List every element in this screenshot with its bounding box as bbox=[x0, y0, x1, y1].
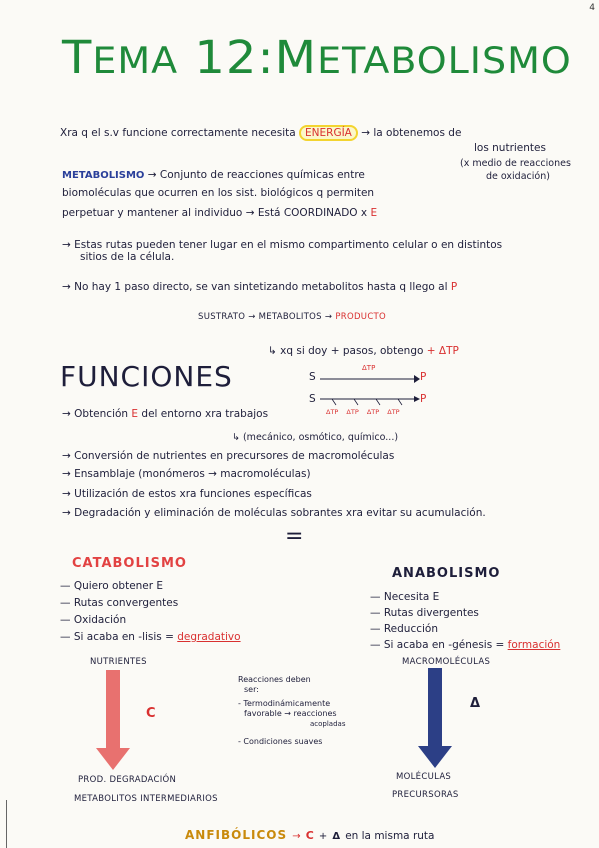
anfibolicos-label: ANFIBÓLICOS bbox=[185, 828, 288, 842]
catabolismo-bottom-1: PROD. DEGRADACIÓN bbox=[78, 775, 177, 785]
page-title bbox=[62, 31, 572, 84]
title-num: 12: bbox=[194, 31, 275, 85]
anabolismo-genesis: — Si acaba en -génesis = bbox=[370, 639, 505, 651]
notes-l2: ser: bbox=[244, 685, 259, 694]
catabolismo-item-4 bbox=[60, 629, 241, 646]
catabolismo-heading: CATABOLISMO bbox=[72, 556, 187, 571]
anabolismo-item-3: — Reducción bbox=[370, 623, 438, 635]
equals-sign: = bbox=[285, 524, 304, 549]
diagram-atps bbox=[326, 408, 400, 416]
anabolismo-bottom-2: PRECURSORAS bbox=[392, 790, 459, 800]
title-t: T bbox=[62, 31, 93, 85]
anabolismo-down-arrow bbox=[418, 668, 452, 768]
funcion-1-pre: → Obtención bbox=[62, 408, 129, 420]
funcion-4: → Utilización de estos xra funciones específicas bbox=[62, 488, 312, 500]
bullet-2 bbox=[62, 280, 457, 294]
multistep-arrow bbox=[320, 394, 420, 406]
sequence-sustrato: SUSTRATO → METABOLITOS → bbox=[198, 312, 333, 322]
sequence-line bbox=[198, 312, 386, 322]
intro-line-4: de oxidación) bbox=[486, 171, 550, 182]
anfibolicos-line bbox=[185, 824, 434, 843]
diagram-s2: S bbox=[309, 393, 316, 405]
notes-l6: - Condiciones suaves bbox=[238, 737, 323, 746]
margin-line bbox=[6, 800, 7, 848]
direct-arrow bbox=[320, 372, 420, 386]
metabolismo-e: E bbox=[370, 207, 378, 219]
catabolismo-list bbox=[60, 578, 241, 646]
metabolismo-def3: perpetuar y mantener al individuo → Está COORDINADO x bbox=[62, 207, 368, 219]
intro-arrow-text: → la obtenemos de bbox=[361, 127, 462, 139]
anabolismo-item-1: — Necesita E bbox=[370, 591, 440, 603]
catabolismo-item-1: — Quiero obtener E bbox=[60, 580, 164, 592]
intro-text: Xra q el s.v funcione correctamente necesita bbox=[60, 127, 296, 139]
diagram-p1: P bbox=[420, 371, 427, 383]
catabolismo-degradativo: degradativo bbox=[177, 631, 241, 643]
title-ema: EMA bbox=[92, 39, 179, 82]
anabolismo-item-4 bbox=[370, 637, 560, 653]
energia-highlight: ENERGÍA bbox=[299, 125, 358, 141]
notes-l5: acopladas bbox=[310, 720, 346, 728]
metabolismo-def1: → Conjunto de reacciones químicas entre bbox=[147, 169, 365, 181]
sequence-producto: PRODUCTO bbox=[335, 312, 387, 322]
atp-2: ΔTP bbox=[346, 408, 359, 416]
title-etabolismo: ETABOLISMO bbox=[317, 39, 572, 82]
reaction-notes bbox=[238, 675, 345, 747]
macromoleculas-label: MACROMOLÉCULAS bbox=[402, 657, 491, 667]
funcion-1-post: del entorno xra trabajos bbox=[141, 408, 269, 420]
funcion-1-e: E bbox=[131, 408, 139, 420]
metabolismo-label: METABOLISMO bbox=[62, 170, 145, 181]
sequence-note-text: ↳ xq si doy + pasos, obtengo bbox=[268, 345, 424, 357]
bullet-1b: sitios de la célula. bbox=[80, 251, 175, 263]
diagram-atp1: ΔTP bbox=[362, 364, 376, 372]
catabolismo-c: C bbox=[146, 706, 156, 721]
metabolismo-def-3 bbox=[62, 206, 377, 220]
nutrientes-label: NUTRIENTES bbox=[90, 657, 147, 667]
anabolismo-formacion: formación bbox=[507, 639, 561, 651]
catabolismo-down-arrow bbox=[96, 670, 130, 770]
title-m: M bbox=[274, 31, 318, 85]
catabolismo-bottom-2: METABOLITOS INTERMEDIARIOS bbox=[74, 794, 218, 804]
sequence-note-atp: + ΔTP bbox=[426, 345, 459, 357]
catabolismo-lisis: — Si acaba en -lisis = bbox=[60, 631, 174, 643]
atp-4: ΔTP bbox=[387, 408, 400, 416]
funcion-5: → Degradación y eliminación de moléculas sobrantes xra evitar su acumulación. bbox=[62, 507, 486, 519]
intro-line-3: (x medio de reacciones bbox=[460, 158, 571, 169]
funciones-heading: FUNCIONES bbox=[60, 360, 233, 393]
funcion-1-detail: ↳ (mecánico, osmótico, químico...) bbox=[232, 432, 399, 443]
bullet-1a: → Estas rutas pueden tener lugar en el mismo compartimento celular o en distintos bbox=[62, 239, 503, 251]
notes-l4: favorable → reacciones bbox=[244, 709, 337, 718]
anfibolicos-rest: en la misma ruta bbox=[345, 830, 435, 842]
anabolismo-bottom-1: MOLÉCULAS bbox=[396, 772, 452, 782]
metabolismo-def-1 bbox=[62, 168, 365, 183]
funcion-2: → Conversión de nutrientes en precursores de macromoléculas bbox=[62, 450, 395, 462]
anabolismo-list bbox=[370, 589, 560, 653]
funcion-1 bbox=[62, 407, 268, 421]
anfibolicos-delta: Δ bbox=[332, 831, 341, 842]
anabolismo-delta: Δ bbox=[470, 696, 481, 711]
atp-1: ΔTP bbox=[326, 408, 339, 416]
notes-l1: Reacciones deben bbox=[238, 675, 311, 684]
funcion-3: → Ensamblaje (monómeros → macromoléculas) bbox=[62, 468, 311, 480]
diagram-p2: P bbox=[420, 393, 427, 405]
anfibolicos-c: C bbox=[305, 829, 314, 842]
anfibolicos-plus: + bbox=[318, 831, 328, 842]
intro-line-2: los nutrientes bbox=[474, 142, 546, 154]
catabolismo-item-2: — Rutas convergentes bbox=[60, 597, 179, 609]
page-number: 4 bbox=[589, 3, 595, 13]
intro-line bbox=[60, 126, 461, 140]
sequence-note bbox=[268, 344, 459, 358]
diagram-s1: S bbox=[309, 371, 316, 383]
bullet-2-p: P bbox=[450, 281, 458, 293]
anfibolicos-arrow: → bbox=[292, 831, 301, 842]
metabolismo-def-2: biomoléculas que ocurren en los sist. biológicos q permiten bbox=[62, 187, 375, 199]
anabolismo-item-2: — Rutas divergentes bbox=[370, 607, 479, 619]
catabolismo-item-3: — Oxidación bbox=[60, 614, 127, 626]
bullet-2-text: → No hay 1 paso directo, se van sintetizando metabolitos hasta q llego al bbox=[62, 281, 448, 293]
anabolismo-heading: ANABOLISMO bbox=[392, 566, 501, 581]
notes-l3: - Termodinámicamente bbox=[238, 699, 331, 708]
atp-3: ΔTP bbox=[366, 408, 380, 416]
